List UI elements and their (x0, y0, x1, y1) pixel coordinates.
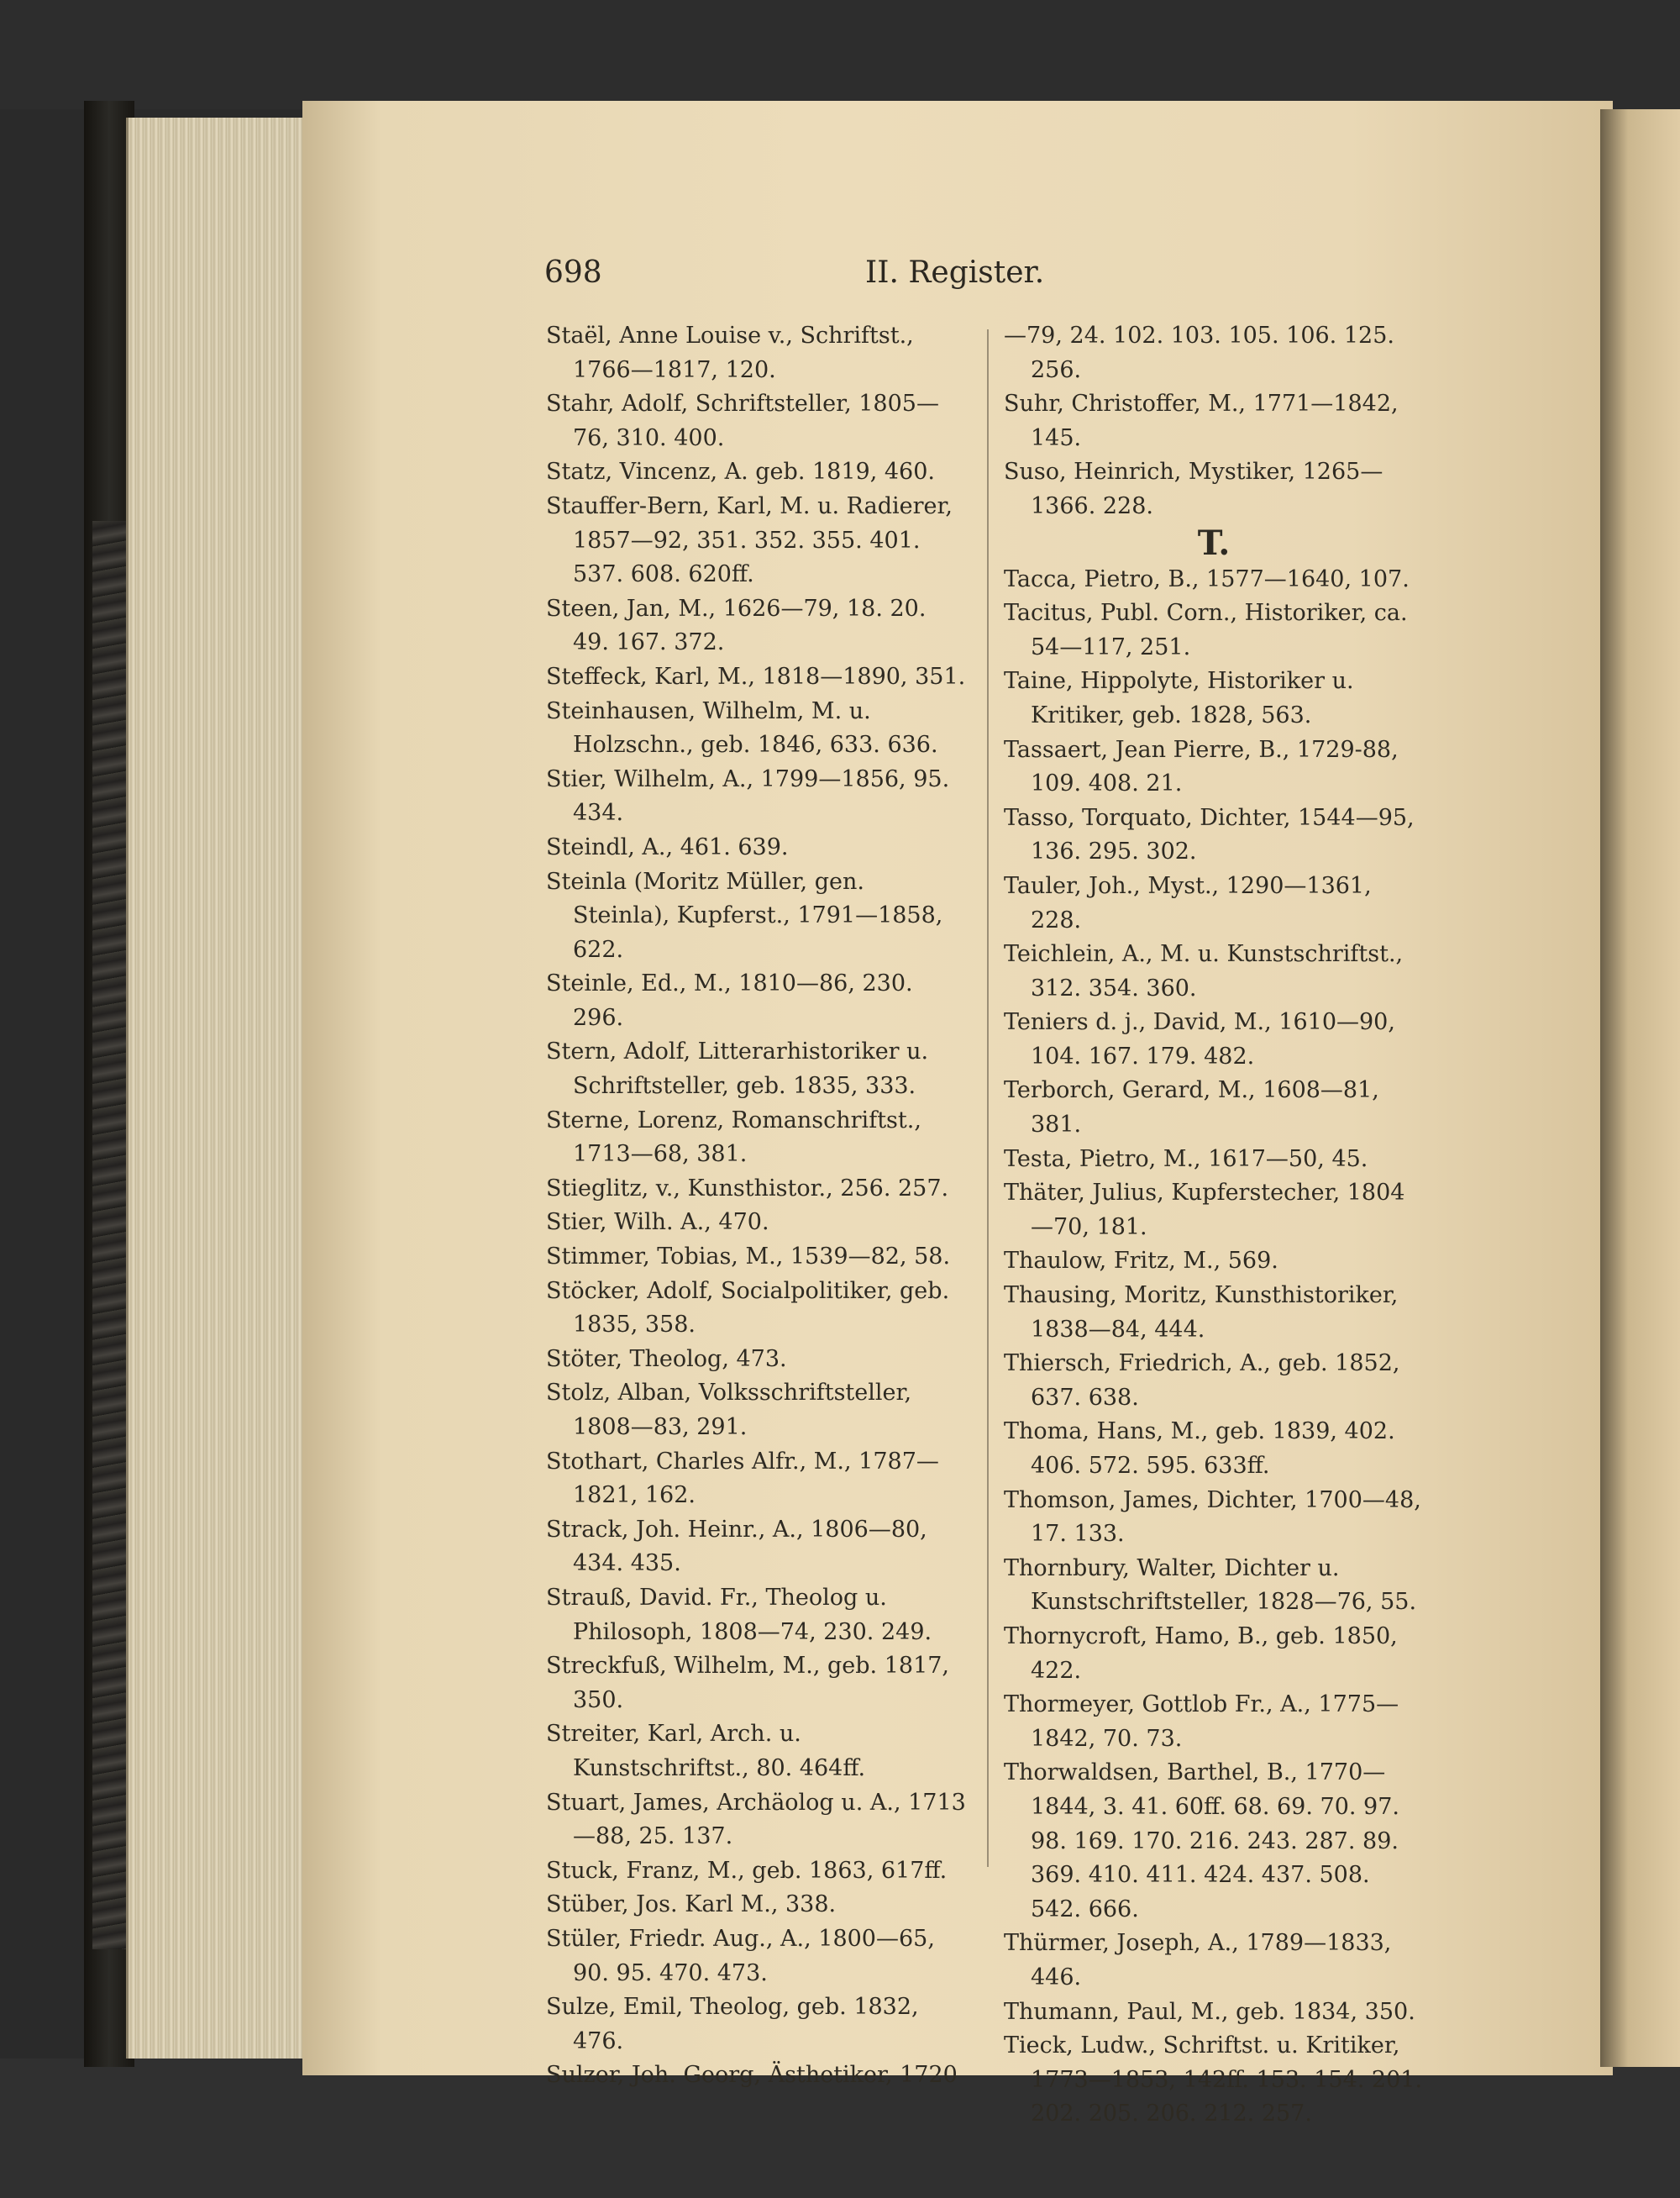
index-entry: Stahr, Adolf, Schriftsteller, 1805—76, 310. 400. (546, 391, 939, 451)
index-entry: Teichlein, A., M. u. Kunstschriftst., 312. 354. 360. (1004, 941, 1404, 1002)
index-entry: Steffeck, Karl, M., 1818—1890, 351. (546, 663, 966, 690)
index-entry: Thornycroft, Hamo, B., geb. 1850, 422. (1004, 1622, 1398, 1684)
index-entry: Thausing, Moritz, Kunsthistoriker, 1838—84, 444. (1004, 1282, 1399, 1343)
index-entry: Staël, Anne Louise v., Schriftst., 1766—1817, 120. (546, 323, 914, 383)
page-number: 698 (544, 255, 602, 290)
index-column-left (546, 319, 966, 2093)
index-entry: Thomson, James, Dichter, 1700—48, 17. 133. (1004, 1486, 1421, 1548)
index-entry: Tieck, Ludw., Schriftst. u. Kritiker, 1773—1853, 142ff. 153. 154. 201. 202. 205. 206. 212. 257. (1004, 2032, 1423, 2127)
page-stack-edges (126, 118, 309, 2059)
index-entry: Stüler, Friedr. Aug., A., 1800—65, 90. 95. 470. 473. (546, 1925, 935, 1986)
index-entry: Tacca, Pietro, B., 1577—1640, 107. (1004, 565, 1410, 592)
index-entry: Stuck, Franz, M., geb. 1863, 617ff. (546, 1857, 948, 1884)
index-entry: Thaulow, Fritz, M., 569. (1004, 1248, 1278, 1275)
index-entry: Testa, Pietro, M., 1617—50, 45. (1004, 1145, 1368, 1172)
index-entry: Sterne, Lorenz, Romanschriftst., 1713—68, 381. (546, 1107, 921, 1168)
index-entry: Steen, Jan, M., 1626—79, 18. 20. 49. 167. 372. (546, 595, 927, 656)
index-entry: —79, 24. 102. 103. 105. 106. 125. 256. (1004, 323, 1394, 383)
index-entry: Tasso, Torquato, Dichter, 1544—95, 136. 295. 302. (1004, 804, 1415, 865)
index-entry: Thürmer, Joseph, A., 1789—1833, 446. (1004, 1930, 1392, 1990)
index-entry: Tauler, Joh., Myst., 1290—1361, 228. (1004, 872, 1372, 933)
running-header-title: II. Register. (865, 255, 1045, 290)
index-entry: Suso, Heinrich, Mystiker, 1265—1366. 228. (1004, 459, 1383, 519)
index-entry: Streiter, Karl, Arch. u. Kunstschriftst., 80. 464ff. (546, 1721, 866, 1781)
index-entry: Tacitus, Publ. Corn., Historiker, ca. 54—117, 251. (1004, 600, 1408, 660)
next-page-edge (1600, 109, 1680, 2067)
index-entry: Stuart, James, Archäolog u. A., 1713—88, 25. 137. (546, 1789, 966, 1850)
index-entry: Sulze, Emil, Theolog, geb. 1832, 476. (546, 1994, 919, 2054)
index-entry: Taine, Hippolyte, Historiker u. Kritiker, geb. 1828, 563. (1004, 668, 1354, 728)
background-top (0, 0, 1680, 109)
cover-marbled-pattern (92, 521, 130, 1949)
index-entry: Strack, Joh. Heinr., A., 1806—80, 434. 435. (546, 1516, 927, 1577)
index-entry: Thoma, Hans, M., geb. 1839, 402. 406. 572. 595. 633ff. (1004, 1418, 1395, 1479)
section-letter-heading: T. (1197, 523, 1231, 563)
index-entry: Stothart, Charles Alfr., M., 1787—1821, 162. (546, 1448, 939, 1509)
index-entry: Stern, Adolf, Litterarhistoriker u. Schriftsteller, geb. 1835, 333. (546, 1039, 929, 1100)
index-entry: Thiersch, Friedrich, A., geb. 1852, 637. 638. (1004, 1350, 1400, 1411)
index-entry: Thorwaldsen, Barthel, B., 1770—1844, 3. 41. 60ff. 68. 69. 70. 97. 98. 169. 170. 216. 243. 287. 89. 369. 410. 411. 424. 437. 508. 542. 666. (1004, 1759, 1399, 1922)
index-entry: Steinhausen, Wilhelm, M. u. Holzschn., geb. 1846, 633. 636. (546, 697, 938, 759)
index-entry: Steindl, A., 461. 639. (546, 833, 789, 860)
index-entry: Steinla (Moritz Müller, gen. Steinla), Kupferst., 1791—1858, 622. (546, 868, 943, 963)
index-entry: Statz, Vincenz, A. geb. 1819, 460. (546, 459, 935, 486)
index-entry: Stolz, Alban, Volksschriftsteller, 1808—83, 291. (546, 1380, 912, 1440)
index-entry: Stier, Wilhelm, A., 1799—1856, 95. 434. (546, 765, 950, 827)
index-entry: Stier, Wilh. A., 470. (546, 1209, 769, 1236)
index-entry: Stöter, Theolog, 473. (546, 1345, 787, 1372)
index-entry: Terborch, Gerard, M., 1608—81, 381. (1004, 1077, 1379, 1138)
index-entry: Steinle, Ed., M., 1810—86, 230. 296. (546, 970, 913, 1031)
index-entry: Thormeyer, Gottlob Fr., A., 1775—1842, 70. 73. (1004, 1691, 1399, 1752)
index-entry: Stieglitz, v., Kunsthistor., 256. 257. (546, 1175, 949, 1202)
index-entry: Thornbury, Walter, Dichter u. Kunstschriftsteller, 1828—76, 55. (1004, 1554, 1417, 1616)
index-entry: Stimmer, Tobias, M., 1539—82, 58. (546, 1244, 951, 1270)
index-entry: Teniers d. j., David, M., 1610—90, 104. 167. 179. 482. (1004, 1009, 1395, 1070)
index-entry: Suhr, Christoffer, M., 1771—1842, 145. (1004, 391, 1399, 451)
column-divider (987, 329, 989, 1867)
index-entry: Sulzer, Joh. Georg, Ästhetiker, 1720 (546, 2062, 958, 2089)
index-entry: Thumann, Paul, M., geb. 1834, 350. (1004, 1998, 1415, 2025)
index-entry: Strauß, David. Fr., Theolog u. Philosoph, 1808—74, 230. 249. (546, 1584, 932, 1645)
index-entry: Stüber, Jos. Karl M., 338. (546, 1891, 837, 1918)
index-column-right (1004, 319, 1424, 2132)
index-entry: Stöcker, Adolf, Socialpolitiker, geb. 1835, 358. (546, 1277, 950, 1338)
index-entry: Thäter, Julius, Kupferstecher, 1804—70, 181. (1004, 1180, 1405, 1240)
index-entry: Tassaert, Jean Pierre, B., 1729-88, 109. 408. 21. (1004, 736, 1399, 797)
index-entry: Stauffer-Bern, Karl, M. u. Radierer, 1857—92, 351. 352. 355. 401. 537. 608. 620ff. (546, 492, 953, 588)
index-entry: Streckfuß, Wilhelm, M., geb. 1817, 350. (546, 1653, 950, 1713)
